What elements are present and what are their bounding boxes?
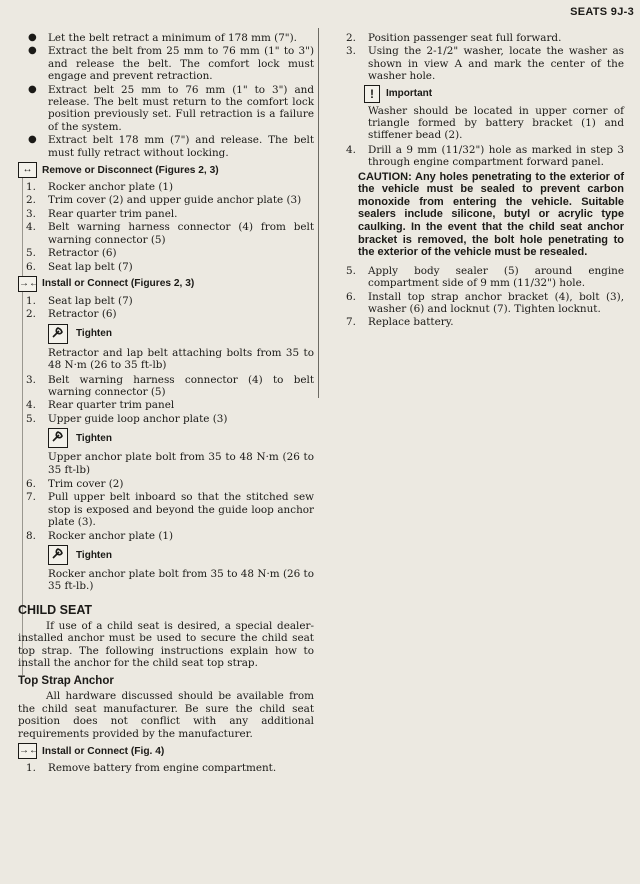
left-column: [18, 32, 314, 775]
wrench-icon: [48, 324, 68, 344]
check-bullets: [18, 32, 314, 159]
item-text: Install top strap anchor bracket (4), bolt (3), washer (6) and locknut (7). Tighten locknut.: [368, 290, 624, 316]
item-text: Pull upper belt inboard so that the stitched sew stop is exposed and beyond the guide loop anchor plate (3).: [48, 491, 314, 529]
page-header: SEATS 9J-3: [570, 6, 634, 18]
tighten-label-c: Tighten: [48, 545, 314, 565]
item-text: Rocker anchor plate (1): [48, 181, 174, 194]
install-list-c: [18, 478, 314, 542]
item-number: 4.: [26, 399, 36, 412]
item-text: Rear quarter trim panel.: [48, 207, 178, 220]
list-item: [18, 491, 314, 528]
list-item: [18, 134, 314, 159]
install-list-b: [18, 374, 314, 426]
item-number: 1.: [26, 181, 36, 194]
remove-arrows-icon: ↔: [18, 162, 37, 178]
item-number: 3.: [26, 373, 36, 386]
remove-heading: ↔ Remove or Disconnect (Figures 2, 3): [18, 162, 314, 178]
item-number: 1.: [26, 294, 36, 307]
list-item: [338, 265, 624, 290]
exclamation-icon: !: [364, 85, 380, 103]
remove-list: [18, 181, 314, 273]
right-list-a: [338, 32, 624, 83]
install-arrows-icon: →←: [18, 743, 37, 759]
install-heading: →← Install or Connect (Figures 2, 3): [18, 276, 314, 292]
item-text: Extract belt 25 mm to 76 mm (1" to 3") and release. The belt must return to the comfort lock position previously set. Full retraction is a failure of the system.: [48, 83, 314, 133]
item-number: 6.: [26, 477, 36, 490]
item-text: Retractor (6): [48, 308, 117, 321]
column-divider: [318, 28, 319, 398]
list-item: [18, 530, 314, 542]
item-number: 7.: [346, 316, 356, 329]
list-item: [18, 221, 314, 246]
item-text: Rocker anchor plate (1): [48, 529, 174, 542]
item-text: Retractor (6): [48, 247, 117, 260]
tighten-label-a: Tighten: [48, 324, 314, 344]
list-item: [18, 478, 314, 490]
wrench-icon: [48, 428, 68, 448]
item-text: Rear quarter trim panel: [48, 399, 175, 412]
install-heading-fig4: →← Install or Connect (Fig. 4): [18, 743, 314, 759]
list-item: [18, 208, 314, 220]
bullet-dot-icon: ●: [28, 32, 37, 43]
item-text: Position passenger seat full forward.: [368, 32, 562, 44]
right-list-b: [338, 144, 624, 169]
right-list-c: [338, 265, 624, 329]
item-number: 2.: [26, 194, 36, 207]
list-item: [18, 413, 314, 425]
tighten-text-a: Retractor and lap belt attaching bolts from 35 to 48 N·m (26 to 35 ft-lb): [48, 346, 314, 372]
tighten-label-b: Tighten: [48, 428, 314, 448]
item-number: 5.: [26, 247, 36, 260]
list-item: [18, 374, 314, 399]
tighten-text-c: Rocker anchor plate bolt from 35 to 48 N·m (26 to 35 ft-lb.): [48, 568, 314, 593]
item-number: 3.: [346, 45, 356, 58]
bullet-dot-icon: ●: [28, 45, 37, 57]
item-text: Trim cover (2) and upper guide anchor plate (3): [48, 194, 302, 207]
top-strap-heading: Top Strap Anchor: [18, 675, 114, 688]
important-label: ! Important: [364, 85, 624, 103]
list-item: [18, 181, 314, 193]
install-arrows-icon: →←: [18, 276, 37, 292]
item-text: Upper guide loop anchor plate (3): [48, 412, 228, 425]
bullet-dot-icon: ●: [28, 134, 37, 146]
list-item: [338, 316, 624, 328]
important-text: Washer should be located in upper corner of triangle formed by battery bracket (1) and stiffener bead (2).: [368, 104, 624, 142]
list-item: [338, 45, 624, 82]
list-item: [18, 194, 314, 206]
item-number: 7.: [26, 491, 36, 504]
item-text: Using the 2-1/2" washer, locate the washer as shown in view A and mark the center of the washer hole.: [368, 45, 624, 83]
item-text: Let the belt retract a minimum of 178 mm (7").: [48, 32, 297, 44]
bullet-dot-icon: ●: [28, 83, 37, 95]
wrench-icon: [48, 545, 68, 565]
item-number: 3.: [26, 207, 36, 220]
item-number: 6.: [26, 260, 36, 273]
item-text: Replace battery.: [368, 316, 454, 329]
list-item: [338, 144, 624, 169]
item-text: Belt warning harness connector (4) from belt warning connector (5): [48, 221, 314, 246]
list-item: [338, 32, 624, 44]
list-item: [18, 399, 314, 411]
right-column: [338, 32, 624, 330]
item-number: 2.: [26, 308, 36, 321]
item-text: Apply body sealer (5) around engine compartment side of 9 mm (11/32") hole.: [368, 264, 624, 290]
list-item: [18, 308, 314, 320]
list-item: [18, 32, 314, 44]
list-item: [338, 291, 624, 316]
install-list-a: [18, 295, 314, 321]
item-number: 5.: [26, 412, 36, 425]
list-item: [18, 295, 314, 307]
list-item: [18, 45, 314, 82]
item-text: Belt warning harness connector (4) to belt warning connector (5): [48, 373, 314, 398]
list-item: [18, 247, 314, 259]
item-text: Seat lap belt (7): [48, 294, 133, 307]
list-item: [18, 261, 314, 273]
item-number: 8.: [26, 529, 36, 542]
item-number: 6.: [346, 290, 356, 303]
top-strap-para: All hardware discussed should be available from the child seat manufacturer. Be sure the child seat position does not conflict with any additional requirements provided by the manufacturer.: [18, 690, 314, 740]
list-item: 1. Remove battery from engine compartment.: [26, 762, 277, 775]
list-item: [18, 84, 314, 134]
item-number: 4.: [346, 143, 356, 156]
item-text: Drill a 9 mm (11/32") hole as marked in step 3 through engine compartment forward panel.: [368, 143, 624, 169]
item-text: Trim cover (2): [48, 477, 124, 490]
item-number: 5.: [346, 264, 356, 277]
item-number: 4.: [26, 221, 36, 234]
tighten-text-b: Upper anchor plate bolt from 35 to 48 N·m (26 to 35 ft-lb): [48, 451, 314, 476]
item-text: Extract the belt from 25 mm to 76 mm (1" to 3") and release the belt. The comfort lock must engage and prevent retraction.: [48, 45, 314, 83]
item-text: Extract belt 178 mm (7") and release. The belt must fully retract without locking.: [48, 134, 314, 159]
item-text: Seat lap belt (7): [48, 260, 133, 273]
caution-text: CAUTION: Any holes penetrating to the exterior of the vehicle must be sealed to prevent carbon monoxide from entering the vehicle. Suitable sealers include silicone, butyl or acrylic type caulking. In the event that the child seat anchor bracket is removed, the bolt hole penetrating to the exterior of the vehicle must be resealed.: [358, 170, 624, 259]
child-seat-heading: CHILD SEAT: [18, 602, 93, 617]
item-number: 2.: [346, 32, 356, 44]
child-seat-para: If use of a child seat is desired, a special dealer-installed anchor must be used to secure the child seat top strap. The following instructions explain how to install the anchor for the child seat top strap.: [18, 619, 314, 670]
